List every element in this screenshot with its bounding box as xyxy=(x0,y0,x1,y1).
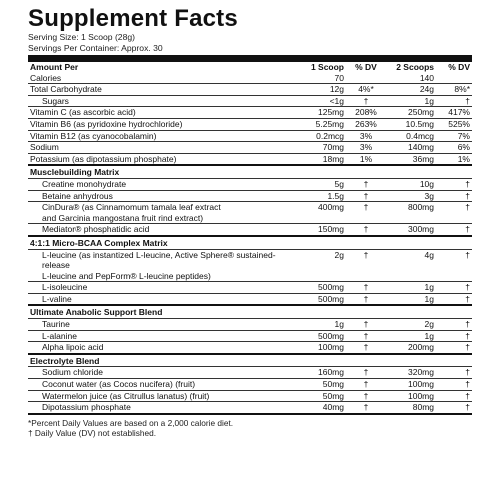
dv-1-scoop: † xyxy=(346,367,386,379)
amount-1-scoop: 18mg xyxy=(298,153,346,165)
table-row xyxy=(28,379,472,391)
nutrient-name: Betaine anhydrous xyxy=(28,190,298,202)
amount-2-scoops: 140 xyxy=(386,73,436,84)
amount-2-scoops: 200mg xyxy=(386,342,436,354)
dv-2-scoops: † xyxy=(436,342,472,354)
nutrient-name: L-alanine xyxy=(28,330,298,342)
dv-2-scoops: † xyxy=(436,390,472,402)
nutrient-name: Dipotassium phosphate xyxy=(28,402,298,414)
table-row xyxy=(28,73,472,84)
amount-2-scoops: 800mg xyxy=(386,202,436,224)
section-header xyxy=(28,305,472,318)
dv-1-scoop: † xyxy=(346,249,386,282)
amount-1-scoop: 150mg xyxy=(298,224,346,236)
nutrient-name: Sugars xyxy=(28,95,298,107)
nutrient-name: Sodium chloride xyxy=(28,367,298,379)
table-row xyxy=(28,330,472,342)
dv-1-scoop: 1% xyxy=(346,153,386,165)
amount-1-scoop: 160mg xyxy=(298,367,346,379)
section-header xyxy=(28,354,472,367)
nutrient-name-line-1: L-leucine (as instantized L-leucine, Active Sphere® sustained-release xyxy=(42,249,276,271)
header-1-scoop: 1 Scoop xyxy=(310,62,344,72)
amount-1-scoop: 1.5g xyxy=(298,190,346,202)
dv-1-scoop xyxy=(346,73,386,84)
dv-2-scoops: † xyxy=(436,202,472,224)
section-header xyxy=(28,236,472,249)
dv-2-scoops: † xyxy=(436,330,472,342)
dv-2-scoops: † xyxy=(436,319,472,331)
dv-1-scoop: † xyxy=(346,190,386,202)
nutrient-name: Vitamin C (as ascorbic acid) xyxy=(28,107,298,119)
nutrient-name: Potassium (as dipotassium phosphate) xyxy=(28,153,298,165)
table-row xyxy=(28,153,472,165)
section-title: Electrolyte Blend xyxy=(28,354,472,367)
table-row xyxy=(28,178,472,190)
nutrient-name-line-1: CinDura® (as Cinnamomum tamala leaf extract xyxy=(42,202,221,213)
amount-1-scoop: 70 xyxy=(298,73,346,84)
dv-1-scoop: † xyxy=(346,402,386,414)
amount-1-scoop: 500mg xyxy=(298,330,346,342)
section-title: Ultimate Anabolic Support Blend xyxy=(28,305,472,318)
dv-1-scoop: 263% xyxy=(346,118,386,130)
amount-1-scoop: 100mg xyxy=(298,342,346,354)
amount-2-scoops: 3g xyxy=(386,190,436,202)
dv-1-scoop: † xyxy=(346,342,386,354)
amount-1-scoop: 500mg xyxy=(298,293,346,305)
amount-2-scoops: 80mg xyxy=(386,402,436,414)
amount-1-scoop: 5g xyxy=(298,178,346,190)
amount-2-scoops: 2g xyxy=(386,319,436,331)
dv-2-scoops: † xyxy=(436,249,472,282)
dv-1-scoop: † xyxy=(346,293,386,305)
nutrient-name: Vitamin B6 (as pyridoxine hydrochloride) xyxy=(28,118,298,130)
dv-2-scoops: † xyxy=(436,224,472,236)
section-title: Musclebuilding Matrix xyxy=(28,165,472,178)
amount-1-scoop: 12g xyxy=(298,84,346,96)
table-row xyxy=(28,118,472,130)
table-row xyxy=(28,190,472,202)
nutrient-name xyxy=(28,249,298,282)
amount-2-scoops: 320mg xyxy=(386,367,436,379)
table-row xyxy=(28,390,472,402)
amount-1-scoop: 2g xyxy=(298,249,346,282)
table-row xyxy=(28,342,472,354)
table-row xyxy=(28,130,472,142)
amount-1-scoop: 400mg xyxy=(298,202,346,224)
footnote-dagger: † Daily Value (DV) not established. xyxy=(28,428,157,439)
dv-1-scoop: † xyxy=(346,282,386,294)
section-header xyxy=(28,165,472,178)
dv-1-scoop: † xyxy=(346,224,386,236)
header-amount: Amount Per xyxy=(30,62,79,72)
amount-2-scoops: 10.5mg xyxy=(386,118,436,130)
dv-1-scoop: † xyxy=(346,202,386,224)
amount-2-scoops: 100mg xyxy=(386,390,436,402)
supplement-facts-panel xyxy=(28,0,472,439)
facts-body xyxy=(28,73,472,414)
nutrient-name-line-2: and Garcinia mangostana fruit rind extract) xyxy=(42,212,204,223)
nutrient-name: Vitamin B12 (as cyanocobalamin) xyxy=(28,130,298,142)
dv-2-scoops: 6% xyxy=(436,142,472,154)
amount-1-scoop: 40mg xyxy=(298,402,346,414)
thick-divider xyxy=(28,55,472,62)
dv-2-scoops xyxy=(436,73,472,84)
nutrient-name: Mediator® phosphatidic acid xyxy=(28,224,298,236)
dv-1-scoop: † xyxy=(346,319,386,331)
amount-2-scoops: 4g xyxy=(386,249,436,282)
amount-1-scoop: 0.2mcg xyxy=(298,130,346,142)
table-row xyxy=(28,367,472,379)
amount-2-scoops: 10g xyxy=(386,178,436,190)
header-2-scoops: 2 Scoops xyxy=(396,62,434,72)
header-dv-1: % DV xyxy=(355,62,377,72)
table-row xyxy=(28,107,472,119)
table-row xyxy=(28,402,472,414)
table-row xyxy=(28,202,472,224)
amount-2-scoops: 36mg xyxy=(386,153,436,165)
dv-2-scoops: 7% xyxy=(436,130,472,142)
amount-2-scoops: 100mg xyxy=(386,379,436,391)
amount-1-scoop: 50mg xyxy=(298,379,346,391)
table-row xyxy=(28,142,472,154)
nutrient-name: Taurine xyxy=(28,319,298,331)
servings-per-container: Servings Per Container: Approx. 30 xyxy=(28,42,163,53)
dv-1-scoop: † xyxy=(346,95,386,107)
amount-1-scoop: 1g xyxy=(298,319,346,331)
panel-title: Supplement Facts xyxy=(28,5,238,32)
amount-1-scoop: 500mg xyxy=(298,282,346,294)
dv-2-scoops: 1% xyxy=(436,153,472,165)
amount-1-scoop: 50mg xyxy=(298,390,346,402)
nutrient-name: Watermelon juice (as Citrullus lanatus) (fruit) xyxy=(28,390,298,402)
dv-2-scoops: † xyxy=(436,293,472,305)
table-row xyxy=(28,282,472,294)
amount-1-scoop: 125mg xyxy=(298,107,346,119)
amount-2-scoops: 1g xyxy=(386,282,436,294)
dv-1-scoop: † xyxy=(346,178,386,190)
nutrient-name: Calories xyxy=(28,73,298,84)
dv-1-scoop: 4%* xyxy=(346,84,386,96)
section-title: 4:1:1 Micro-BCAA Complex Matrix xyxy=(28,236,472,249)
dv-1-scoop: † xyxy=(346,330,386,342)
amount-2-scoops: 1g xyxy=(386,293,436,305)
nutrient-name: Sodium xyxy=(28,142,298,154)
dv-2-scoops: † xyxy=(436,402,472,414)
dv-1-scoop: † xyxy=(346,379,386,391)
dv-2-scoops: † xyxy=(436,178,472,190)
dv-2-scoops: † xyxy=(436,95,472,107)
nutrient-name: Creatine monohydrate xyxy=(28,178,298,190)
table-row xyxy=(28,249,472,282)
dv-1-scoop: 208% xyxy=(346,107,386,119)
dv-2-scoops: † xyxy=(436,282,472,294)
amount-2-scoops: 0.4mcg xyxy=(386,130,436,142)
serving-size: Serving Size: 1 Scoop (28g) xyxy=(28,32,136,42)
nutrient-name: Alpha lipoic acid xyxy=(28,342,298,354)
header-dv-2: % DV xyxy=(448,62,470,72)
amount-2-scoops: 1g xyxy=(386,330,436,342)
header-row xyxy=(28,62,472,73)
amount-2-scoops: 24g xyxy=(386,84,436,96)
nutrient-name: L-isoleucine xyxy=(28,282,298,294)
dv-2-scoops: † xyxy=(436,190,472,202)
dv-1-scoop: 3% xyxy=(346,130,386,142)
nutrient-name xyxy=(28,202,298,224)
table-row xyxy=(28,224,472,236)
facts-table xyxy=(28,62,472,415)
dv-2-scoops: 417% xyxy=(436,107,472,119)
amount-2-scoops: 1g xyxy=(386,95,436,107)
dv-2-scoops: 525% xyxy=(436,118,472,130)
table-row xyxy=(28,319,472,331)
amount-1-scoop: 5.25mg xyxy=(298,118,346,130)
table-row xyxy=(28,95,472,107)
dv-1-scoop: 3% xyxy=(346,142,386,154)
dv-2-scoops: † xyxy=(436,367,472,379)
amount-2-scoops: 140mg xyxy=(386,142,436,154)
amount-2-scoops: 250mg xyxy=(386,107,436,119)
amount-1-scoop: <1g xyxy=(298,95,346,107)
nutrient-name: L-valine xyxy=(28,293,298,305)
table-row xyxy=(28,84,472,96)
amount-1-scoop: 70mg xyxy=(298,142,346,154)
amount-2-scoops: 300mg xyxy=(386,224,436,236)
nutrient-name-line-2: L-leucine and PepForm® L-leucine peptides) xyxy=(42,270,211,281)
nutrient-name: Coconut water (as Cocos nucifera) (fruit) xyxy=(28,379,298,391)
dv-1-scoop: † xyxy=(346,390,386,402)
dv-2-scoops: 8%* xyxy=(436,84,472,96)
nutrient-name: Total Carbohydrate xyxy=(28,84,298,96)
dv-2-scoops: † xyxy=(436,379,472,391)
table-row xyxy=(28,293,472,305)
footnote-dv: *Percent Daily Values are based on a 2,000 calorie diet. xyxy=(28,417,234,428)
